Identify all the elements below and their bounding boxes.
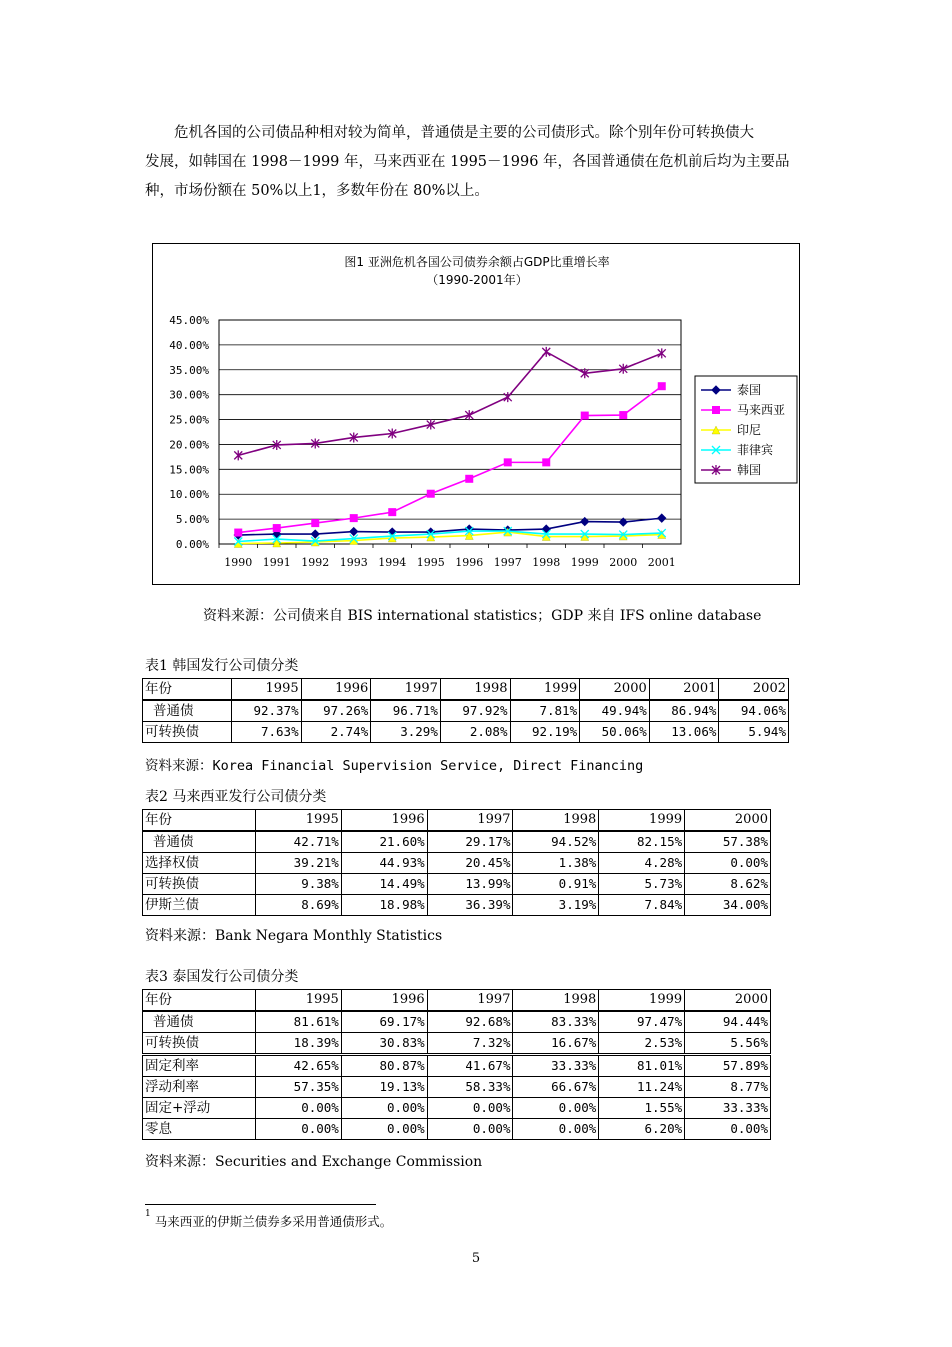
x-tick-label: 1993 — [339, 556, 368, 569]
row-label-cell: 选择权债 — [143, 853, 256, 874]
point-marker — [311, 530, 319, 538]
value-cell: 42.65% — [256, 1055, 342, 1077]
value-cell: 94.44% — [685, 1011, 771, 1033]
year-header-cell: 1997 — [427, 810, 513, 832]
value-cell: 7.81% — [510, 700, 580, 722]
value-cell: 9.38% — [256, 874, 342, 895]
row-label-cell: 固定+浮动 — [143, 1098, 256, 1119]
value-cell: 0.00% — [341, 1119, 427, 1140]
value-cell: 57.89% — [685, 1055, 771, 1077]
y-tick-label: 25.00% — [169, 413, 209, 427]
x-tick-label: 1991 — [262, 556, 291, 569]
year-header-cell: 2000 — [580, 679, 650, 701]
value-cell: 94.52% — [513, 831, 599, 853]
value-cell: 81.01% — [599, 1055, 685, 1077]
row-label-cell: 普通债 — [143, 831, 256, 853]
value-cell: 50.06% — [580, 722, 650, 743]
year-header-cell: 1997 — [427, 990, 513, 1012]
year-header-cell: 1995 — [232, 679, 302, 701]
value-cell: 11.24% — [599, 1077, 685, 1098]
value-cell: 0.00% — [256, 1098, 342, 1119]
value-cell: 2.53% — [599, 1033, 685, 1055]
table1-source: 资料来源：Korea Financial Supervision Service, Direct Financing — [145, 758, 644, 774]
value-cell: 2.74% — [301, 722, 371, 743]
x-tick-label: 1999 — [570, 556, 599, 569]
value-cell: 20.45% — [427, 853, 513, 874]
value-cell: 29.17% — [427, 831, 513, 853]
table3-caption: 表3 泰国发行公司债分类 — [145, 969, 299, 985]
value-cell: 33.33% — [513, 1055, 599, 1077]
table-row — [143, 1077, 771, 1098]
value-cell: 58.33% — [427, 1077, 513, 1098]
footnote-rule — [145, 1204, 376, 1205]
y-tick-label: 45.00% — [169, 314, 209, 327]
value-cell: 7.32% — [427, 1033, 513, 1055]
point-marker — [658, 382, 666, 390]
point-marker — [581, 412, 589, 420]
plot-area — [219, 320, 681, 544]
table1-korea — [142, 678, 789, 743]
value-cell: 6.20% — [599, 1119, 685, 1140]
row-label-cell: 普通债 — [143, 1011, 256, 1033]
line-chart — [153, 244, 801, 586]
x-tick-label: 1995 — [416, 556, 445, 569]
value-cell: 86.94% — [649, 700, 719, 722]
table-header-row — [143, 810, 771, 832]
table-row — [143, 1098, 771, 1119]
value-cell: 3.29% — [371, 722, 441, 743]
year-header-cell: 1998 — [513, 990, 599, 1012]
value-cell: 94.06% — [719, 700, 789, 722]
table-row — [143, 1055, 771, 1077]
value-cell: 3.19% — [513, 895, 599, 916]
value-cell: 33.33% — [685, 1098, 771, 1119]
value-cell: 34.00% — [685, 895, 771, 916]
point-marker — [311, 519, 319, 527]
point-marker — [273, 524, 281, 532]
table-row — [143, 722, 789, 743]
table-row — [143, 1033, 771, 1055]
value-cell: 39.21% — [256, 853, 342, 874]
paragraph-line-3: 种，市场份额在 50%以上1，多数年份在 80%以上。 — [145, 183, 489, 199]
chart-source: 资料来源：公司债来自 BIS international statistics；GDP 来自 IFS online database — [203, 608, 762, 624]
value-cell: 1.55% — [599, 1098, 685, 1119]
paragraph-line-1: 危机各国的公司债品种相对较为简单，普通债是主要的公司债形式。除个别年份可转换债大 — [174, 125, 754, 141]
value-cell: 14.49% — [341, 874, 427, 895]
y-tick-label: 15.00% — [169, 463, 209, 477]
y-tick-label: 5.00% — [175, 513, 209, 527]
legend-label: 印尼 — [737, 423, 762, 437]
value-cell: 97.92% — [440, 700, 510, 722]
point-marker — [504, 458, 512, 466]
value-cell: 57.35% — [256, 1077, 342, 1098]
value-cell: 16.67% — [513, 1033, 599, 1055]
year-header-cell: 2002 — [719, 679, 789, 701]
value-cell: 5.56% — [685, 1033, 771, 1055]
value-cell: 49.94% — [580, 700, 650, 722]
row-label-cell: 固定利率 — [143, 1055, 256, 1077]
value-cell: 21.60% — [341, 831, 427, 853]
value-cell: 2.08% — [440, 722, 510, 743]
year-header-cell: 1999 — [599, 810, 685, 832]
value-cell: 0.00% — [427, 1119, 513, 1140]
value-cell: 80.87% — [341, 1055, 427, 1077]
value-cell: 30.83% — [341, 1033, 427, 1055]
table1-caption: 表1 韩国发行公司债分类 — [145, 658, 299, 674]
value-cell: 92.68% — [427, 1011, 513, 1033]
year-header-cell: 2000 — [685, 810, 771, 832]
point-marker — [504, 392, 512, 402]
year-header-cell: 1998 — [513, 810, 599, 832]
table-row — [143, 853, 771, 874]
value-cell: 69.17% — [341, 1011, 427, 1033]
x-tick-label: 1992 — [301, 556, 330, 569]
year-header-cell: 1998 — [440, 679, 510, 701]
footnote-mark: 1 — [145, 1209, 151, 1219]
table3-source: 资料来源：Securities and Exchange Commission — [145, 1154, 483, 1170]
value-cell: 0.00% — [513, 1119, 599, 1140]
year-header-cell: 1996 — [301, 679, 371, 701]
value-cell: 4.28% — [599, 853, 685, 874]
legend-label: 菲律宾 — [737, 443, 774, 457]
point-marker — [234, 529, 242, 537]
x-tick-label: 1997 — [493, 556, 522, 569]
year-header-cell: 1999 — [510, 679, 580, 701]
value-cell: 8.62% — [685, 874, 771, 895]
table-header-row — [143, 679, 789, 701]
x-tick-label: 2001 — [647, 556, 676, 569]
value-cell: 92.19% — [510, 722, 580, 743]
table-row — [143, 1119, 771, 1140]
year-header-cell: 1995 — [256, 810, 342, 832]
value-cell: 97.26% — [301, 700, 371, 722]
chart-subtitle: （1990-2001年） — [426, 273, 528, 287]
header-label-cell: 年份 — [143, 810, 256, 832]
value-cell: 41.67% — [427, 1055, 513, 1077]
year-header-cell: 2001 — [649, 679, 719, 701]
series-line — [238, 352, 662, 456]
point-marker — [542, 458, 550, 466]
point-marker — [619, 411, 627, 419]
value-cell: 0.00% — [685, 1119, 771, 1140]
value-cell: 0.00% — [427, 1098, 513, 1119]
point-marker — [542, 347, 550, 357]
value-cell: 92.37% — [232, 700, 302, 722]
value-cell: 0.00% — [685, 853, 771, 874]
value-cell: 81.61% — [256, 1011, 342, 1033]
point-marker — [350, 528, 358, 536]
value-cell: 7.84% — [599, 895, 685, 916]
point-marker — [388, 508, 396, 516]
value-cell: 5.94% — [719, 722, 789, 743]
value-cell: 83.33% — [513, 1011, 599, 1033]
value-cell: 8.69% — [256, 895, 342, 916]
x-tick-label: 1994 — [378, 556, 407, 569]
point-marker — [427, 490, 435, 498]
table-row — [143, 700, 789, 722]
y-tick-label: 35.00% — [169, 363, 209, 377]
point-marker — [350, 514, 358, 522]
value-cell: 42.71% — [256, 831, 342, 853]
header-label-cell: 年份 — [143, 990, 256, 1012]
page-number: 5 — [471, 1251, 481, 1266]
value-cell: 0.00% — [341, 1098, 427, 1119]
y-tick-label: 30.00% — [169, 388, 209, 402]
table3-thailand — [142, 989, 771, 1140]
table2-malaysia — [142, 809, 771, 916]
point-marker — [658, 514, 666, 522]
table2-caption: 表2 马来西亚发行公司债分类 — [145, 789, 327, 805]
table-header-row — [143, 990, 771, 1012]
y-tick-label: 0.00% — [175, 538, 209, 551]
value-cell: 5.73% — [599, 874, 685, 895]
year-header-cell: 1996 — [341, 990, 427, 1012]
table-row — [143, 1011, 771, 1033]
value-cell: 82.15% — [599, 831, 685, 853]
value-cell: 97.47% — [599, 1011, 685, 1033]
value-cell: 1.38% — [513, 853, 599, 874]
point-marker — [465, 475, 473, 483]
value-cell: 36.39% — [427, 895, 513, 916]
year-header-cell: 1999 — [599, 990, 685, 1012]
value-cell: 57.38% — [685, 831, 771, 853]
value-cell: 0.91% — [513, 874, 599, 895]
value-cell: 19.13% — [341, 1077, 427, 1098]
x-tick-label: 1998 — [532, 556, 561, 569]
table-row — [143, 874, 771, 895]
value-cell: 0.00% — [513, 1098, 599, 1119]
table-row — [143, 895, 771, 916]
row-label-cell: 零息 — [143, 1119, 256, 1140]
year-header-cell: 1995 — [256, 990, 342, 1012]
value-cell: 96.71% — [371, 700, 441, 722]
row-label-cell: 浮动利率 — [143, 1077, 256, 1098]
chart-title: 图1 亚洲危机各国公司债券余额占GDP比重增长率 — [344, 255, 610, 269]
value-cell: 18.98% — [341, 895, 427, 916]
footnote — [145, 1209, 393, 1230]
value-cell: 0.00% — [256, 1119, 342, 1140]
chart-figure — [152, 243, 800, 585]
year-header-cell: 2000 — [685, 990, 771, 1012]
body-paragraph — [145, 119, 813, 206]
table-row — [143, 831, 771, 853]
footnote-text: 马来西亚的伊斯兰债券多采用普通债形式。 — [154, 1214, 393, 1229]
row-label-cell: 普通债 — [143, 700, 232, 722]
value-cell: 13.06% — [649, 722, 719, 743]
row-label-cell: 伊斯兰债 — [143, 895, 256, 916]
value-cell: 8.77% — [685, 1077, 771, 1098]
point-marker — [712, 406, 720, 414]
row-label-cell: 可转换债 — [143, 874, 256, 895]
row-label-cell: 可转换债 — [143, 1033, 256, 1055]
paragraph-line-2: 发展，如韩国在 1998－1999 年，马来西亚在 1995－1996 年，各国普通债在危机前后均为主要品 — [145, 154, 790, 170]
x-tick-label: 1990 — [224, 556, 253, 569]
value-cell: 7.63% — [232, 722, 302, 743]
header-label-cell: 年份 — [143, 679, 232, 701]
y-tick-label: 20.00% — [169, 438, 209, 452]
row-label-cell: 可转换债 — [143, 722, 232, 743]
point-marker — [658, 348, 666, 358]
y-tick-label: 10.00% — [169, 488, 209, 502]
year-header-cell: 1996 — [341, 810, 427, 832]
legend-label: 马来西亚 — [737, 403, 786, 417]
series-line — [238, 386, 662, 532]
value-cell: 44.93% — [341, 853, 427, 874]
x-tick-label: 2000 — [609, 556, 638, 569]
legend-label: 泰国 — [737, 383, 762, 397]
value-cell: 66.67% — [513, 1077, 599, 1098]
table2-source: 资料来源：Bank Negara Monthly Statistics — [145, 928, 443, 944]
y-tick-label: 40.00% — [169, 338, 209, 352]
value-cell: 18.39% — [256, 1033, 342, 1055]
x-tick-label: 1996 — [455, 556, 484, 569]
value-cell: 13.99% — [427, 874, 513, 895]
year-header-cell: 1997 — [371, 679, 441, 701]
legend-label: 韩国 — [737, 463, 762, 477]
